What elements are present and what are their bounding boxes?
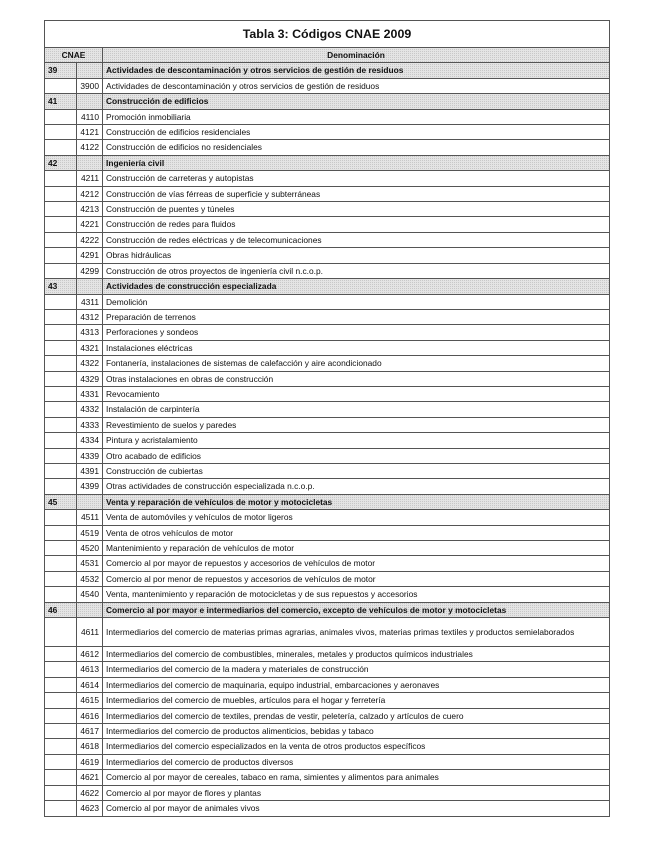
group-code: 42: [45, 155, 77, 170]
cnae-codes-table: [44, 20, 610, 817]
parent-code-spacer: [45, 708, 77, 723]
table-row: [45, 587, 610, 602]
cnae-code: 4212: [77, 186, 103, 201]
parent-code-spacer: [45, 770, 77, 785]
parent-code-spacer: [45, 294, 77, 309]
cnae-code: 4531: [77, 556, 103, 571]
group-label: Construcción de edificios: [103, 94, 610, 109]
table-row: [45, 510, 610, 525]
cnae-denomination: Comercio al por menor de repuestos y accesorios de vehículos de motor: [103, 571, 610, 586]
cnae-code: 4615: [77, 693, 103, 708]
table-title-row: [45, 21, 610, 48]
cnae-denomination: Perforaciones y sondeos: [103, 325, 610, 340]
cnae-denomination: Venta, mantenimiento y reparación de motocicletas y de sus repuestos y accesorios: [103, 587, 610, 602]
parent-code-spacer: [45, 801, 77, 816]
cnae-code: 4391: [77, 463, 103, 478]
header-denominacion: Denominación: [103, 48, 610, 63]
cnae-code: 4621: [77, 770, 103, 785]
cnae-denomination: Intermediarios del comercio de combustibles, minerales, metales y productos químicos industriales: [103, 647, 610, 662]
group-label: Actividades de construcción especializada: [103, 279, 610, 294]
parent-code-spacer: [45, 202, 77, 217]
group-code: 43: [45, 279, 77, 294]
cnae-code: 4329: [77, 371, 103, 386]
table-row: [45, 325, 610, 340]
cnae-denomination: Intermediarios del comercio de muebles, artículos para el hogar y ferretería: [103, 693, 610, 708]
cnae-denomination: Comercio al por mayor de animales vivos: [103, 801, 610, 816]
group-row: [45, 63, 610, 78]
table-row: [45, 618, 610, 647]
parent-code-spacer: [45, 340, 77, 355]
cnae-denomination: Intermediarios del comercio de productos alimenticios, bebidas y tabaco: [103, 724, 610, 739]
cnae-code: 4612: [77, 647, 103, 662]
table-row: [45, 78, 610, 93]
cnae-denomination: Revocamiento: [103, 386, 610, 401]
parent-code-spacer: [45, 754, 77, 769]
table-row: [45, 754, 610, 769]
table-row: [45, 263, 610, 278]
parent-code-spacer: [45, 186, 77, 201]
cnae-denomination: Construcción de edificios no residenciales: [103, 140, 610, 155]
parent-code-spacer: [45, 479, 77, 494]
cnae-denomination: Intermediarios del comercio de maquinaria, equipo industrial, embarcaciones y aeronaves: [103, 677, 610, 692]
cnae-code: 4399: [77, 479, 103, 494]
cnae-denomination: Comercio al por mayor de repuestos y accesorios de vehículos de motor: [103, 556, 610, 571]
cnae-denomination: Construcción de edificios residenciales: [103, 125, 610, 140]
cnae-code: 4334: [77, 433, 103, 448]
cnae-code: 4312: [77, 309, 103, 324]
cnae-denomination: Construcción de cubiertas: [103, 463, 610, 478]
parent-code-spacer: [45, 785, 77, 800]
cnae-code: 4623: [77, 801, 103, 816]
parent-code-spacer: [45, 510, 77, 525]
cnae-code: 4331: [77, 386, 103, 401]
cnae-code: 4613: [77, 662, 103, 677]
parent-code-spacer: [45, 356, 77, 371]
table-row: [45, 202, 610, 217]
cnae-table-container: [44, 20, 610, 817]
table-row: [45, 417, 610, 432]
parent-code-spacer: [45, 724, 77, 739]
cnae-denomination: Construcción de redes eléctricas y de telecomunicaciones: [103, 232, 610, 247]
cnae-denomination: Comercio al por mayor de flores y plantas: [103, 785, 610, 800]
parent-code-spacer: [45, 693, 77, 708]
parent-code-spacer: [45, 587, 77, 602]
cnae-code: 4322: [77, 356, 103, 371]
group-row: [45, 279, 610, 294]
parent-code-spacer: [45, 463, 77, 478]
parent-code-spacer: [45, 571, 77, 586]
table-row: [45, 217, 610, 232]
cnae-code: 4211: [77, 171, 103, 186]
table-row: [45, 232, 610, 247]
group-code-spacer: [77, 63, 103, 78]
cnae-code: 4617: [77, 724, 103, 739]
cnae-denomination: Intermediarios del comercio de materias primas agrarias, animales vivos, materias primas textiles y productos semielaborados: [103, 618, 610, 647]
parent-code-spacer: [45, 140, 77, 155]
cnae-code: 4221: [77, 217, 103, 232]
parent-code-spacer: [45, 417, 77, 432]
cnae-denomination: Construcción de otros proyectos de ingeniería civil n.c.o.p.: [103, 263, 610, 278]
cnae-code: 4622: [77, 785, 103, 800]
table-row: [45, 677, 610, 692]
cnae-code: 4616: [77, 708, 103, 723]
cnae-denomination: Intermediarios del comercio de productos diversos: [103, 754, 610, 769]
cnae-code: 4511: [77, 510, 103, 525]
table-row: [45, 556, 610, 571]
parent-code-spacer: [45, 248, 77, 263]
table-row: [45, 140, 610, 155]
table-row: [45, 708, 610, 723]
table-row: [45, 340, 610, 355]
table-row: [45, 801, 610, 816]
group-code: 46: [45, 602, 77, 617]
cnae-denomination: Intermediarios del comercio de textiles, prendas de vestir, peletería, calzado y artículos de cuero: [103, 708, 610, 723]
cnae-denomination: Otras instalaciones en obras de construcción: [103, 371, 610, 386]
parent-code-spacer: [45, 677, 77, 692]
table-row: [45, 724, 610, 739]
cnae-code: 4110: [77, 109, 103, 124]
parent-code-spacer: [45, 402, 77, 417]
table-row: [45, 402, 610, 417]
cnae-code: 4299: [77, 263, 103, 278]
cnae-denomination: Construcción de puentes y túneles: [103, 202, 610, 217]
cnae-denomination: Construcción de redes para fluidos: [103, 217, 610, 232]
parent-code-spacer: [45, 109, 77, 124]
cnae-denomination: Actividades de descontaminación y otros servicios de gestión de residuos: [103, 78, 610, 93]
table-row: [45, 571, 610, 586]
group-code-spacer: [77, 602, 103, 617]
table-row: [45, 248, 610, 263]
table-row: [45, 125, 610, 140]
cnae-denomination: Obras hidráulicas: [103, 248, 610, 263]
cnae-code: 4291: [77, 248, 103, 263]
parent-code-spacer: [45, 618, 77, 647]
parent-code-spacer: [45, 217, 77, 232]
group-label: Actividades de descontaminación y otros servicios de gestión de residuos: [103, 63, 610, 78]
cnae-code: 4321: [77, 340, 103, 355]
table-row: [45, 386, 610, 401]
table-row: [45, 448, 610, 463]
cnae-code: 4121: [77, 125, 103, 140]
parent-code-spacer: [45, 662, 77, 677]
group-code: 45: [45, 494, 77, 509]
cnae-denomination: Pintura y acristalamiento: [103, 433, 610, 448]
group-code: 41: [45, 94, 77, 109]
group-code-spacer: [77, 279, 103, 294]
cnae-denomination: Demolición: [103, 294, 610, 309]
group-row: [45, 494, 610, 509]
table-body: [45, 21, 610, 817]
group-row: [45, 155, 610, 170]
parent-code-spacer: [45, 78, 77, 93]
table-row: [45, 739, 610, 754]
cnae-denomination: Otras actividades de construcción especializada n.c.o.p.: [103, 479, 610, 494]
cnae-denomination: Intermediarios del comercio de la madera y materiales de construcción: [103, 662, 610, 677]
parent-code-spacer: [45, 647, 77, 662]
table-row: [45, 109, 610, 124]
group-label: Comercio al por mayor e intermediarios del comercio, excepto de vehículos de motor y motocicletas: [103, 602, 610, 617]
parent-code-spacer: [45, 263, 77, 278]
group-code: 39: [45, 63, 77, 78]
group-label: Ingeniería civil: [103, 155, 610, 170]
table-row: [45, 770, 610, 785]
table-row: [45, 463, 610, 478]
cnae-denomination: Fontanería, instalaciones de sistemas de calefacción y aire acondicionado: [103, 356, 610, 371]
cnae-denomination: Otro acabado de edificios: [103, 448, 610, 463]
cnae-code: 4519: [77, 525, 103, 540]
table-row: [45, 541, 610, 556]
table-row: [45, 186, 610, 201]
cnae-code: 4540: [77, 587, 103, 602]
parent-code-spacer: [45, 739, 77, 754]
parent-code-spacer: [45, 525, 77, 540]
cnae-code: 4222: [77, 232, 103, 247]
group-code-spacer: [77, 94, 103, 109]
cnae-denomination: Mantenimiento y reparación de vehículos de motor: [103, 541, 610, 556]
cnae-code: 4520: [77, 541, 103, 556]
cnae-code: 4333: [77, 417, 103, 432]
cnae-denomination: Construcción de carreteras y autopistas: [103, 171, 610, 186]
cnae-code: 4618: [77, 739, 103, 754]
table-row: [45, 294, 610, 309]
parent-code-spacer: [45, 448, 77, 463]
table-row: [45, 433, 610, 448]
table-row: [45, 309, 610, 324]
cnae-denomination: Preparación de terrenos: [103, 309, 610, 324]
parent-code-spacer: [45, 556, 77, 571]
cnae-code: 4213: [77, 202, 103, 217]
header-cnae: CNAE: [45, 48, 103, 63]
cnae-code: 4611: [77, 618, 103, 647]
cnae-denomination: Instalaciones eléctricas: [103, 340, 610, 355]
group-label: Venta y reparación de vehículos de motor y motocicletas: [103, 494, 610, 509]
group-code-spacer: [77, 155, 103, 170]
cnae-denomination: Construcción de vías férreas de superficie y subterráneas: [103, 186, 610, 201]
table-row: [45, 662, 610, 677]
cnae-code: 4619: [77, 754, 103, 769]
table-row: [45, 647, 610, 662]
parent-code-spacer: [45, 325, 77, 340]
table-row: [45, 356, 610, 371]
table-row: [45, 479, 610, 494]
parent-code-spacer: [45, 371, 77, 386]
table-title: Tabla 3: Códigos CNAE 2009: [45, 21, 610, 48]
table-row: [45, 371, 610, 386]
cnae-denomination: Promoción inmobiliaria: [103, 109, 610, 124]
cnae-code: 4339: [77, 448, 103, 463]
cnae-code: 4122: [77, 140, 103, 155]
cnae-code: 3900: [77, 78, 103, 93]
cnae-code: 4311: [77, 294, 103, 309]
cnae-denomination: Instalación de carpintería: [103, 402, 610, 417]
cnae-code: 4614: [77, 677, 103, 692]
parent-code-spacer: [45, 171, 77, 186]
group-row: [45, 602, 610, 617]
parent-code-spacer: [45, 309, 77, 324]
table-row: [45, 525, 610, 540]
parent-code-spacer: [45, 386, 77, 401]
cnae-denomination: Intermediarios del comercio especializados en la venta de otros productos específicos: [103, 739, 610, 754]
group-code-spacer: [77, 494, 103, 509]
cnae-code: 4532: [77, 571, 103, 586]
table-row: [45, 171, 610, 186]
cnae-denomination: Venta de automóviles y vehículos de motor ligeros: [103, 510, 610, 525]
parent-code-spacer: [45, 232, 77, 247]
cnae-denomination: Revestimiento de suelos y paredes: [103, 417, 610, 432]
cnae-denomination: Comercio al por mayor de cereales, tabaco en rama, simientes y alimentos para animales: [103, 770, 610, 785]
cnae-denomination: Venta de otros vehículos de motor: [103, 525, 610, 540]
table-row: [45, 693, 610, 708]
cnae-code: 4332: [77, 402, 103, 417]
parent-code-spacer: [45, 433, 77, 448]
table-header-row: [45, 48, 610, 63]
parent-code-spacer: [45, 541, 77, 556]
parent-code-spacer: [45, 125, 77, 140]
cnae-code: 4313: [77, 325, 103, 340]
table-row: [45, 785, 610, 800]
group-row: [45, 94, 610, 109]
